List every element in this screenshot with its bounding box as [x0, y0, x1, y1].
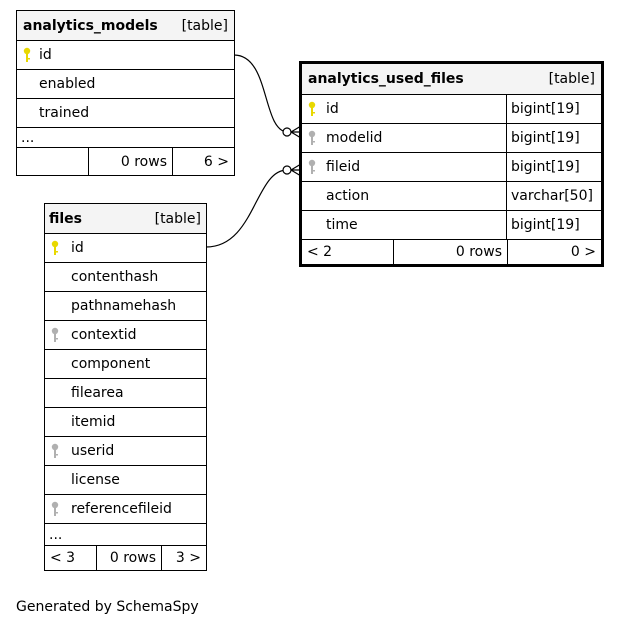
- column-row[interactable]: [17, 99, 234, 128]
- column-name: action: [326, 188, 370, 204]
- column-name: enabled: [39, 76, 96, 92]
- table-name: analytics_used_files: [308, 71, 464, 87]
- column-row[interactable]: [302, 153, 601, 182]
- relation-optional-marker: [283, 166, 291, 174]
- foreign-key-icon: [45, 327, 65, 343]
- column-row[interactable]: [45, 408, 206, 437]
- footer-next-link[interactable]: 6 >: [203, 153, 229, 170]
- footer-prev-link[interactable]: < 3: [45, 546, 97, 570]
- column-name: id: [39, 47, 52, 63]
- column-name: referencefileid: [71, 501, 172, 517]
- table-type: [table]: [154, 210, 201, 227]
- column-row[interactable]: [302, 95, 601, 124]
- footer-row-count: 0 rows: [89, 148, 173, 175]
- table-type: [table]: [181, 17, 228, 34]
- column-name: filearea: [71, 385, 124, 401]
- column-row[interactable]: [302, 211, 601, 240]
- relation-optional-marker: [283, 128, 291, 136]
- primary-key-icon: [302, 101, 322, 117]
- table-footer: [45, 546, 206, 570]
- column-row[interactable]: [45, 466, 206, 495]
- column-name: modelid: [326, 130, 383, 146]
- table-files[interactable]: [44, 203, 207, 571]
- column-name: id: [71, 240, 84, 256]
- column-name: itemid: [71, 414, 116, 430]
- column-row[interactable]: [17, 41, 234, 70]
- foreign-key-icon: [45, 443, 65, 459]
- table-analytics-models[interactable]: [16, 10, 235, 176]
- footer-prev-link[interactable]: [17, 148, 89, 175]
- column-datatype: bigint[19]: [506, 95, 601, 123]
- column-datatype: bigint[19]: [506, 124, 601, 152]
- column-name: contenthash: [71, 269, 159, 285]
- foreign-key-icon: [302, 130, 322, 146]
- foreign-key-icon: [45, 501, 65, 517]
- column-name: userid: [71, 443, 115, 459]
- column-row[interactable]: [45, 292, 206, 321]
- table-analytics-used-files[interactable]: [299, 61, 604, 267]
- footer-next-link[interactable]: 3 >: [175, 550, 201, 566]
- table-name: analytics_models: [23, 17, 158, 34]
- column-row[interactable]: [17, 70, 234, 99]
- column-row[interactable]: [45, 263, 206, 292]
- primary-key-icon: [45, 240, 65, 256]
- column-name: pathnamehash: [71, 298, 177, 314]
- column-name: fileid: [326, 159, 361, 175]
- column-name: license: [71, 472, 120, 488]
- more-columns-ellipsis: ...: [17, 128, 234, 148]
- column-name: trained: [39, 105, 90, 121]
- column-row[interactable]: [45, 350, 206, 379]
- footer-prev-link[interactable]: < 2: [302, 240, 394, 264]
- column-row[interactable]: [45, 379, 206, 408]
- table-footer: [17, 148, 234, 175]
- column-name: contextid: [71, 327, 137, 343]
- column-name: component: [71, 356, 151, 372]
- footer-row-count: 0 rows: [97, 546, 162, 570]
- column-datatype: varchar[50]: [506, 182, 601, 210]
- column-row[interactable]: [302, 124, 601, 153]
- column-row[interactable]: [45, 495, 206, 524]
- table-footer: [302, 240, 601, 264]
- footer-row-count: 0 rows: [394, 240, 508, 264]
- table-type: [table]: [548, 71, 595, 87]
- column-row[interactable]: [45, 234, 206, 263]
- table-header[interactable]: [302, 64, 601, 95]
- more-columns-ellipsis: ...: [45, 524, 206, 546]
- primary-key-icon: [17, 47, 37, 63]
- column-name: id: [326, 101, 339, 117]
- generated-by-credit: Generated by SchemaSpy: [16, 599, 199, 615]
- table-header[interactable]: [17, 11, 234, 41]
- table-header[interactable]: [45, 204, 206, 234]
- column-datatype: bigint[19]: [506, 153, 601, 181]
- column-datatype: bigint[19]: [506, 211, 601, 239]
- relation-models-to-used-files: [234, 55, 287, 132]
- footer-next-link[interactable]: 0 >: [570, 244, 596, 260]
- table-name: files: [49, 210, 83, 227]
- foreign-key-icon: [302, 159, 322, 175]
- column-row[interactable]: [45, 321, 206, 350]
- column-row[interactable]: [45, 437, 206, 466]
- column-row[interactable]: [302, 182, 601, 211]
- relation-files-to-used-files: [206, 170, 287, 247]
- column-name: time: [326, 217, 358, 233]
